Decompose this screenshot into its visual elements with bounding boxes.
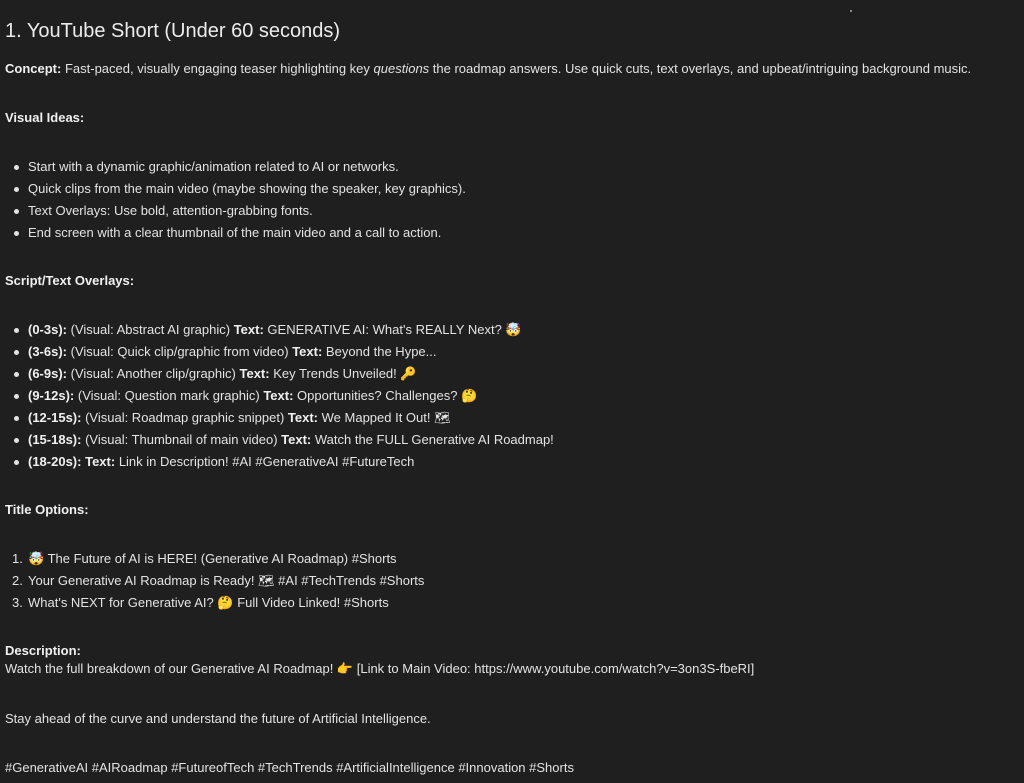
key-icon: 🔑 <box>400 367 417 382</box>
description-label: Description: <box>5 643 81 658</box>
concept-italic: questions <box>373 61 430 76</box>
thinking-face-icon: 🤔 <box>217 596 234 611</box>
concept-label: Concept: <box>5 61 62 76</box>
description-line-1: Watch the full breakdown of our Generative AI Roadmap! 👉 [Link to Main Video: https://www.youtube.com/watch?v=3on3S-fbeRI] <box>5 661 755 677</box>
pointing-hand-icon: 👉 <box>336 662 354 677</box>
section-heading: 1. YouTube Short (Under 60 seconds) <box>5 20 341 42</box>
concept-text-2: the roadmap answers. Use quick cuts, text overlays, and upbeat/intriguing background music. <box>429 61 972 76</box>
concept-paragraph <box>5 61 971 78</box>
exploding-head-icon: 🤯 <box>505 323 522 338</box>
map-icon: 🗺 <box>258 574 275 589</box>
exploding-head-icon: 🤯 <box>28 552 45 567</box>
visual-ideas-label: Visual Ideas: <box>5 110 85 125</box>
script-label: Script/Text Overlays: <box>5 273 135 288</box>
document-view: 1. YouTube Short (Under 60 seconds) Concept: Fast-paced, visually engaging teaser highlighting key questions the roadmap answers. Use quick cuts, text overlays, and upbeat/intriguing background music. Visual Ideas: Start with a dynamic graphic/animation related to AI or networks. Quick clips from the main video (maybe showing the speaker, key graphics). Text Overlays: Use bold, attention-grabbing fonts. End screen with a clear thumbnail of the main video and a call to action. Script/Text Overlays: (0-3s): (Visual: Abstract AI graphic) Text: GENERATIVE AI: What's REALLY Next? 🤯 (3-6s): (Visual: Quick clip/graphic from video) Text: Beyond the Hype... (6-9s): (Visual: Another clip/graphic) Text: Key Trends Unveiled! 🔑 (9-12s): (Visual: Question mark graphic) Text: Opportunities? Challenges? 🤔 (12-15s): (Visual: Roadmap graphic snippet) Text: We Mapped It Out! 🗺 (15-18s): (Visual: Thumbnail of main video) Text: Watch the FULL Generative AI Roadmap! (18-20s): Text: Link in Description! #AI #GenerativeAI #FutureTech Title Options: 1. 🤯 The Future of AI is HERE! (Generative AI Roadmap) #Shorts 2. Your Generative AI Roadmap is Ready! 🗺 #AI #TechTrends #Shorts 3. What's NEXT for Generative AI? 🤔 Full Video Linked! #Shorts Description: Watch the full breakdown of our Generative AI Roadmap! 👉 [Link to Main Video: https://www.youtube.com/watch?v=3on3S-fbeRI] Stay ahead of the curve and understand the future of Artificial Intelligence. #GenerativeAI #AIRoadmap #FutureofTech #TechTrends #ArtificialIntelligence #Innovation #Shorts <box>0 0 1024 783</box>
map-icon: 🗺 <box>434 411 451 426</box>
concept-text-1: Fast-paced, visually engaging teaser highlighting key <box>61 61 374 76</box>
description-line-2: Stay ahead of the curve and understand the future of Artificial Intelligence. <box>5 711 431 726</box>
title-options-label: Title Options: <box>5 502 89 517</box>
hashtags-line: #GenerativeAI #AIRoadmap #FutureofTech #TechTrends #ArtificialIntelligence #Innovation #Shorts <box>5 760 574 775</box>
thinking-face-icon: 🤔 <box>461 389 478 404</box>
stray-dot <box>850 10 852 12</box>
